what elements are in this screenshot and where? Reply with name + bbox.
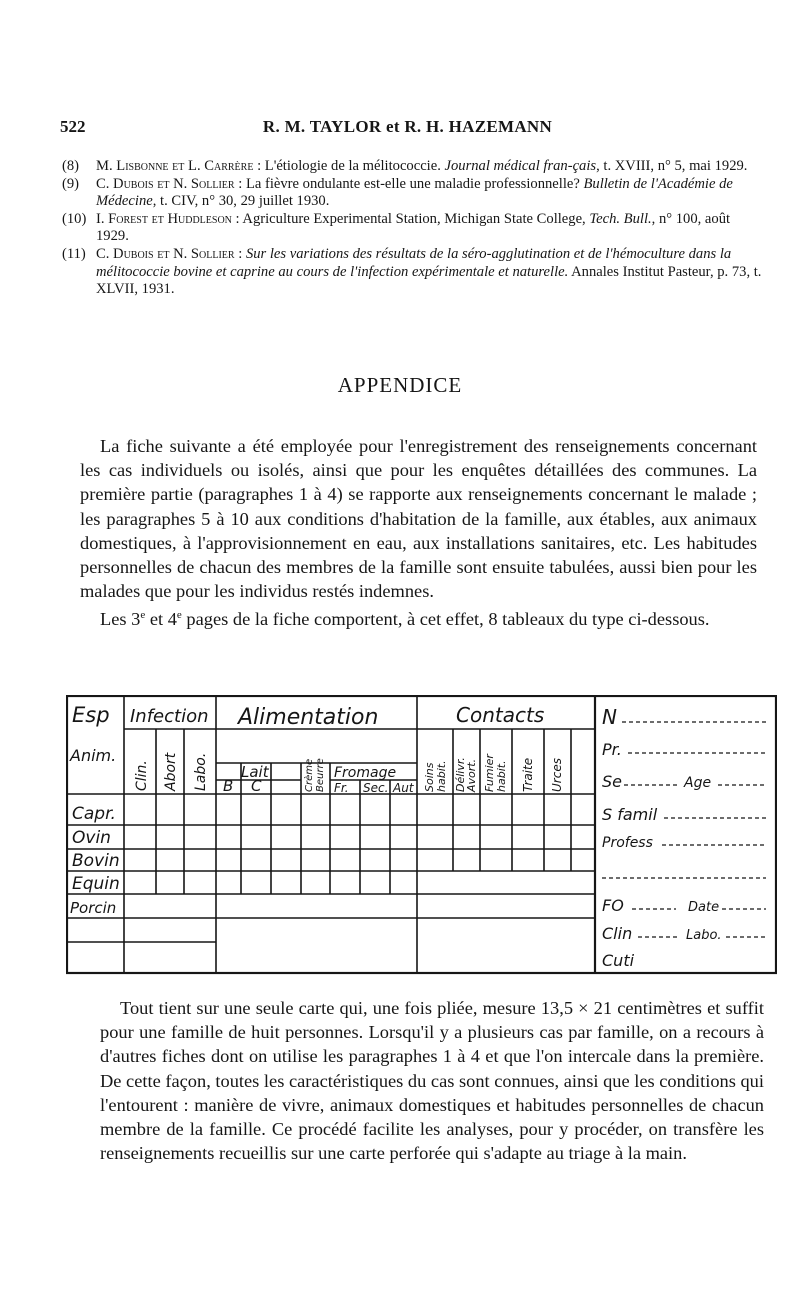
reference-text: : La fièvre ondulante est-elle une maladie professionnelle? — [234, 175, 584, 192]
col-lait-c-label: C — [251, 777, 262, 795]
reference-authors: M. Lisbonne et L. Carrère — [96, 158, 254, 174]
group-infection-label: Infection — [130, 706, 209, 727]
field-se-label: Se — [602, 772, 622, 791]
field-fo-label: FO — [602, 896, 624, 915]
fromage-label: Fromage — [334, 765, 397, 781]
col-avort-label: Avort. — [465, 758, 478, 792]
reference-journal: Sur les variations des résultats de la séro-agglutination et de l'hémoculture dans la mélitococcie bovine et caprine au cours de l'infection expérimentale et naturelle. — [96, 245, 732, 280]
text-run: Les 3 — [100, 609, 141, 630]
reference-item — [62, 246, 762, 299]
references-list — [62, 158, 762, 299]
reference-text: : Agriculture Experimental Station, Michigan State College, — [231, 210, 590, 227]
reference-authors: I. Forest et Huddleson — [96, 210, 232, 227]
reference-authors: C. Dubois et N. Sollier — [96, 175, 235, 192]
reference-item — [62, 158, 762, 176]
reference-text: : — [234, 245, 246, 262]
col-clin-label: Clin. — [134, 760, 150, 791]
reference-number: (8) — [62, 158, 80, 174]
field-age-label: Age — [684, 775, 712, 791]
field-profess-label: Profess — [602, 835, 653, 851]
superscript: e — [140, 609, 146, 622]
corner-top-label: Esp — [72, 703, 110, 727]
field-clin-label: Clin — [602, 924, 633, 943]
reference-details: , t. CIV, n° 30, 29 juillet 1930. — [152, 193, 330, 210]
col-urces-label: Urces — [550, 758, 564, 792]
body-paragraph-closing — [100, 996, 764, 1165]
reference-number: (11) — [62, 245, 86, 262]
reference-authors: C. Dubois et N. Sollier — [96, 245, 235, 262]
superscript: e — [176, 609, 182, 622]
reference-journal: Bulletin de l'Académie de Médecine — [96, 175, 733, 210]
row-porcin-label: Porcin — [70, 899, 117, 917]
col-fumier-habit-label: habit. — [495, 760, 508, 792]
appendix-heading: APPENDICE — [337, 373, 463, 397]
col-beurre-label: Beurre — [315, 758, 326, 792]
col-lait-b-label: B — [223, 777, 234, 795]
row-equin-label: Equin — [72, 874, 120, 894]
col-aut-label: Aut — [393, 781, 414, 795]
corner-bottom-label: Anim. — [70, 746, 117, 765]
col-labo-label: Labo. — [193, 752, 209, 791]
field-labo-label: Labo. — [686, 928, 722, 943]
page-number: 522 — [60, 117, 86, 136]
reference-details: Annales Institut Pasteur, p. 73, t. XLVII, 1931. — [96, 263, 762, 298]
reference-journal: Tech. Bull. — [589, 210, 652, 227]
col-fr-label: Fr. — [334, 781, 349, 795]
paragraph-text: La fiche suivante a été employée pour l'enregistrement des renseignements concernant les cas individuels ou isolés, ainsi que pour les enquêtes détaillées des communes. La première partie (paragraphes 1 à 4) se rapporte aux renseignements concernant le malade ; les paragraphes 5 à 10 aux conditions d'habitation de la famille, aux étables, aux animaux domestiques, à l'approvisionnement en eau, aux installations sanitaires, etc. Les habitudes personnelles de chacun des membres de la famille sont ensuite tabulées, aussi bien pour les malades que pour les individus restés indemnes. — [80, 436, 757, 602]
text-run: et 4 — [145, 609, 177, 630]
field-pr-label: Pr. — [602, 740, 622, 759]
col-abort-label: Abort — [163, 752, 179, 791]
paragraph-text: Tout tient sur une seule carte qui, une fois pliée, mesure 13,5 × 21 centimètres et suffit pour une famille de huit personnes. Lorsqu'il y a plusieurs cas par famille, on a recours à d'autres fiches dont on utilise les paragraphes 1 à 4 et que l'on intercale dans la première. De cette façon, toutes les caractéristiques du cas sont connues, ainsi que les conditions qui l'entourent : manière de vivre, animaux domestiques et habitudes personnelles de chacun membre de la famille. Ce procédé facilite les analyses, pour y procéder, on transfère les renseignements recueillis sur une carte perforée qui s'adapte au triage à la main. — [100, 998, 764, 1164]
field-date-label: Date — [688, 900, 720, 915]
form-table-drawing — [66, 695, 777, 976]
reference-number: (10) — [62, 210, 87, 227]
row-capr-label: Capr. — [72, 804, 116, 824]
reference-details: , t. XVIII, n° 5, mai 1929. — [596, 158, 748, 174]
running-title: R. M. TAYLOR et R. H. HAZEMANN — [262, 117, 553, 136]
reference-journal: Journal médical fran-çais — [444, 158, 597, 174]
field-cuti-label: Cuti — [602, 951, 635, 970]
col-delivr-label: Délivr. — [454, 757, 467, 792]
animal-contact-form-table — [66, 695, 777, 976]
col-soins-habit-label: habit. — [435, 760, 448, 792]
page-header — [60, 117, 755, 141]
reference-text: : L'étiologie de la mélitococcie. — [253, 158, 445, 174]
reference-item — [62, 211, 762, 246]
text-run: pages de la fiche comportent, à cet effet, 8 tableaux du type ci-dessous. — [181, 609, 710, 630]
reference-item — [62, 176, 762, 211]
paragraph-text — [80, 603, 757, 631]
col-soins-label: Soins — [423, 762, 436, 792]
group-alimentation-label: Alimentation — [238, 705, 379, 730]
col-sec-label: Sec. — [363, 781, 389, 795]
row-ovin-label: Ovin — [72, 828, 111, 848]
field-n-label: N — [602, 705, 617, 729]
col-fumier-label: Fumier — [483, 754, 496, 792]
col-creme-label: Crème — [304, 758, 315, 792]
group-contacts-label: Contacts — [456, 703, 545, 727]
col-traite-label: Traite — [521, 757, 535, 792]
reference-number: (9) — [62, 175, 80, 192]
lait-label: Lait — [241, 763, 269, 781]
body-paragraph-intro — [80, 434, 757, 632]
reference-details: , n° 100, août 1929. — [96, 210, 731, 245]
row-bovin-label: Bovin — [72, 851, 120, 871]
field-s-famil-label: S famil — [602, 805, 658, 824]
